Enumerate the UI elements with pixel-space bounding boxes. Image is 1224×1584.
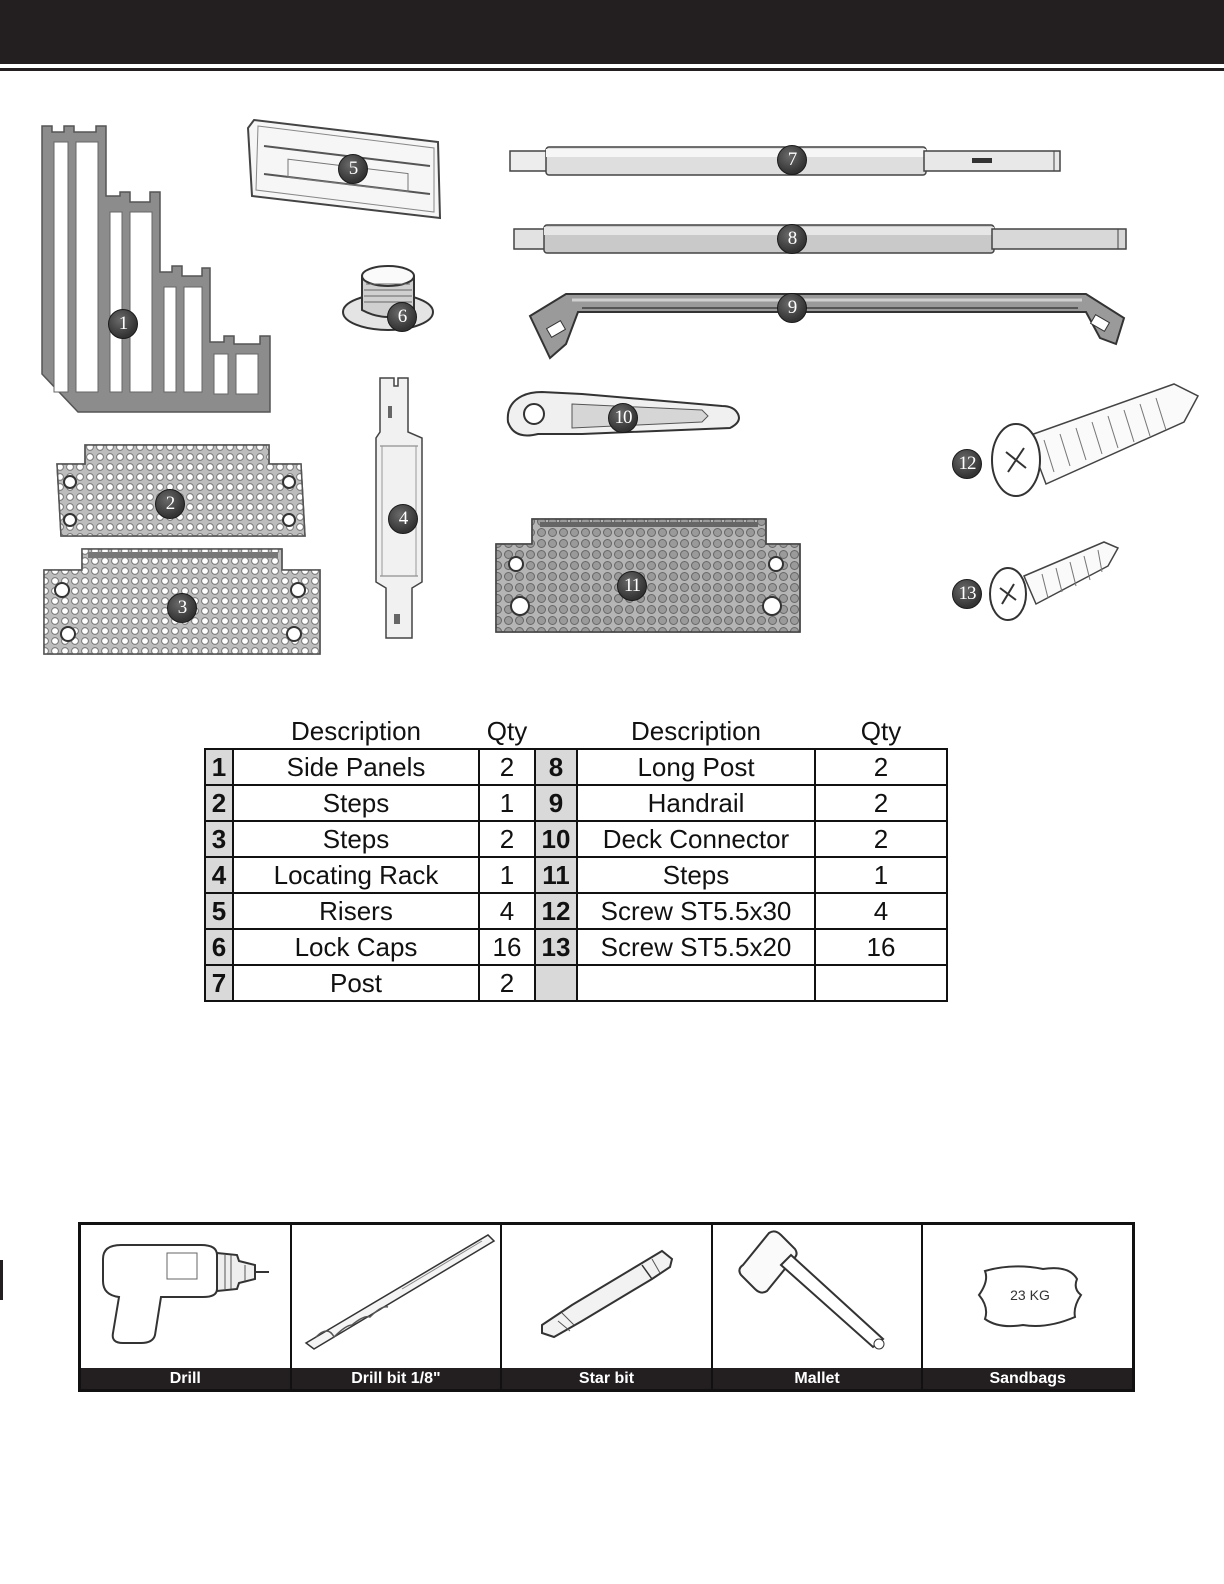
part-number: 4	[205, 857, 233, 893]
part-qty: 2	[815, 821, 947, 857]
part-badge-10: 10	[608, 403, 638, 433]
parts-table	[204, 714, 948, 1002]
part-number: 12	[535, 893, 577, 929]
tool-sandbags	[923, 1225, 1132, 1389]
part-description: Locating Rack	[233, 857, 479, 893]
part-number: 8	[535, 749, 577, 785]
steps-small-illustration	[55, 442, 307, 540]
part-qty: 1	[479, 857, 535, 893]
tool-label: Drill bit 1/8"	[292, 1368, 501, 1389]
part-number: 3	[205, 821, 233, 857]
long-post-illustration	[512, 222, 1130, 256]
star-bit-icon	[502, 1225, 710, 1363]
part-description: Risers	[233, 893, 479, 929]
part-qty: 16	[479, 929, 535, 965]
part-qty: 1	[479, 785, 535, 821]
sandbag-icon	[923, 1225, 1131, 1363]
header-qty-left: Qty	[486, 715, 528, 746]
part-number: 10	[535, 821, 577, 857]
part-badge-3: 3	[167, 593, 197, 623]
part-badge-8: 8	[777, 224, 807, 254]
table-row	[205, 857, 947, 893]
part-badge-1: 1	[108, 309, 138, 339]
header-rule	[0, 68, 1224, 71]
part-badge-4: 4	[388, 504, 418, 534]
side-panel-illustration	[38, 122, 274, 417]
tool-label: Sandbags	[923, 1368, 1132, 1389]
part-qty: 2	[479, 821, 535, 857]
table-row	[205, 749, 947, 785]
part-number: 9	[535, 785, 577, 821]
tool-drill-bit	[292, 1225, 503, 1389]
screw-long-illustration	[984, 380, 1200, 504]
part-description	[577, 965, 815, 1001]
header-blank	[205, 714, 233, 749]
tool-label: Star bit	[502, 1368, 711, 1389]
part-qty	[815, 965, 947, 1001]
part-description: Post	[233, 965, 479, 1001]
table-row	[205, 821, 947, 857]
part-description: Steps	[233, 821, 479, 857]
table-row	[205, 785, 947, 821]
tool-drill	[81, 1225, 292, 1389]
part-badge-13: 13	[952, 579, 982, 609]
header-blank	[535, 714, 577, 749]
part-qty: 2	[479, 965, 535, 1001]
part-number: 5	[205, 893, 233, 929]
part-badge-6: 6	[387, 302, 417, 332]
table-row	[205, 929, 947, 965]
part-badge-12: 12	[952, 449, 982, 479]
part-badge-9: 9	[777, 293, 807, 323]
tool-label: Mallet	[713, 1368, 922, 1389]
tools-required-strip	[78, 1222, 1135, 1392]
part-qty: 1	[815, 857, 947, 893]
part-description: Steps	[233, 785, 479, 821]
table-header-row	[205, 714, 947, 749]
part-qty: 16	[815, 929, 947, 965]
drill-icon	[81, 1225, 287, 1363]
screw-short-illustration	[984, 536, 1124, 622]
part-description: Lock Caps	[233, 929, 479, 965]
header-qty-right: Qty	[860, 715, 902, 746]
table-row	[205, 893, 947, 929]
part-badge-2: 2	[155, 489, 185, 519]
tool-mallet	[713, 1225, 924, 1389]
part-number: 7	[205, 965, 233, 1001]
part-qty: 2	[815, 785, 947, 821]
part-description: Screw ST5.5x20	[577, 929, 815, 965]
part-description: Long Post	[577, 749, 815, 785]
part-qty: 4	[479, 893, 535, 929]
part-description: Screw ST5.5x30	[577, 893, 815, 929]
part-qty: 2	[479, 749, 535, 785]
drill-bit-icon	[292, 1225, 500, 1363]
part-number: 6	[205, 929, 233, 965]
table-row	[205, 965, 947, 1001]
header-description-right: Description	[630, 715, 762, 746]
part-number: 1	[205, 749, 233, 785]
part-description: Side Panels	[233, 749, 479, 785]
tool-star-bit	[502, 1225, 713, 1389]
steps-wide-illustration	[492, 516, 804, 636]
part-description: Deck Connector	[577, 821, 815, 857]
tool-label: Drill	[81, 1368, 290, 1389]
part-qty: 2	[815, 749, 947, 785]
part-description: Steps	[577, 857, 815, 893]
part-badge-7: 7	[777, 145, 807, 175]
part-description: Handrail	[577, 785, 815, 821]
header-description-left: Description	[290, 715, 422, 746]
part-number: 13	[535, 929, 577, 965]
part-qty: 4	[815, 893, 947, 929]
part-badge-5: 5	[338, 154, 368, 184]
part-number: 11	[535, 857, 577, 893]
mallet-icon	[713, 1225, 921, 1363]
sandbag-weight-label: 23 KG	[1010, 1287, 1051, 1303]
handrail-illustration	[526, 288, 1128, 362]
part-number: 2	[205, 785, 233, 821]
edge-mark	[0, 1260, 3, 1300]
part-badge-11: 11	[617, 571, 647, 601]
header-bar	[0, 0, 1224, 64]
part-number	[535, 965, 577, 1001]
